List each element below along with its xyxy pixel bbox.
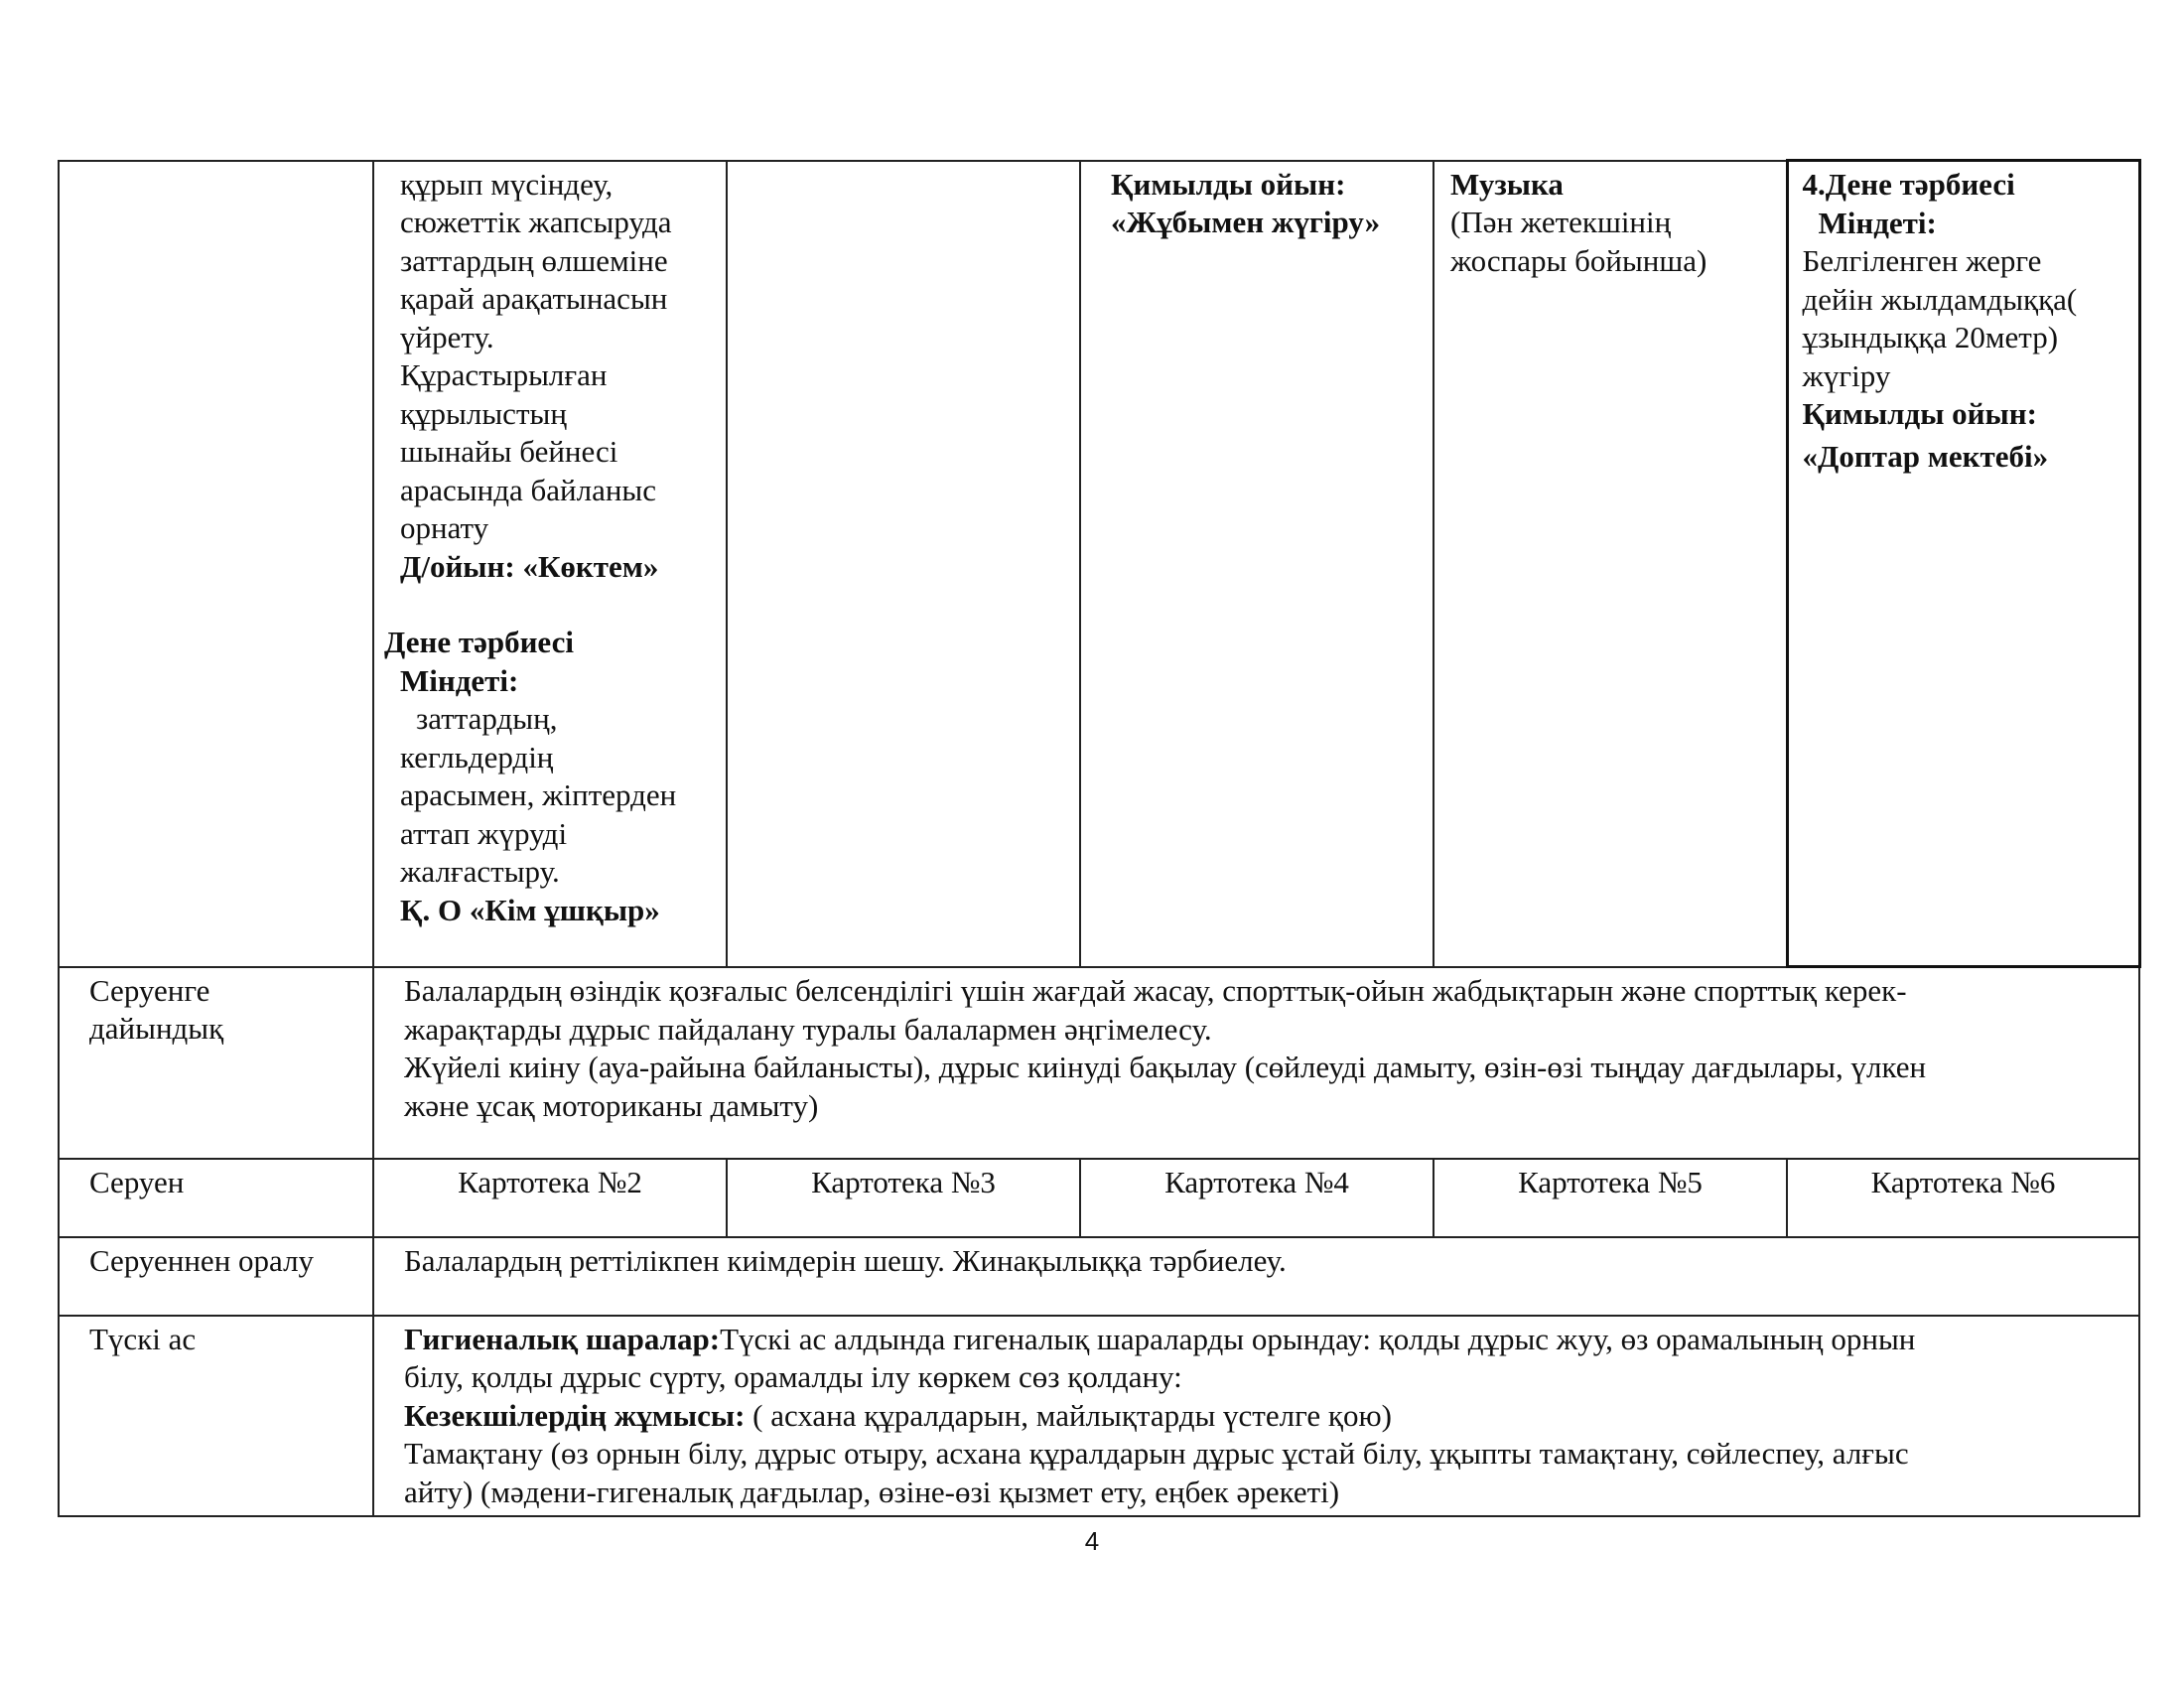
task-label: Міндеті: bbox=[1818, 205, 1937, 240]
activities-col4-cell bbox=[1433, 161, 1787, 967]
card-reference: Картотека №2 bbox=[458, 1164, 642, 1199]
movement-game-label: Қимылды ойын: bbox=[1802, 396, 2037, 431]
walk-card-cell bbox=[727, 1159, 1080, 1237]
walk-card-cell bbox=[373, 1159, 727, 1237]
movement-game-name: «Жұбымен жүгіру» bbox=[1111, 205, 1381, 239]
walk-prep-text-cell bbox=[373, 967, 2139, 1159]
task-line: ұзындыққа 20метр) bbox=[1802, 320, 2059, 354]
music-title: Музыка bbox=[1450, 166, 1564, 202]
meal-line: Тамақтану (өз орнын білу, дұрыс отыру, асхана құралдарын дұрыс ұстай білу, ұқыпты тамақтану, сөйлеспеу, алғыс bbox=[404, 1436, 1909, 1471]
task-line: кегльдердің bbox=[400, 739, 554, 774]
task-label: Міндеті: bbox=[400, 662, 519, 698]
return-row bbox=[59, 1237, 2139, 1316]
movement-game-label: Қимылды ойын: bbox=[1111, 166, 1346, 202]
row-label: дайындық bbox=[89, 1011, 224, 1046]
activity-line: қарай арақатынасын bbox=[400, 281, 668, 316]
hygiene-text: білу, қолды дұрыс сүрту, орамалды ілу көркем сөз қолдану: bbox=[404, 1359, 1182, 1394]
activities-col3-cell bbox=[1080, 161, 1433, 967]
lunch-label-cell bbox=[59, 1316, 373, 1517]
walk-row bbox=[59, 1159, 2139, 1237]
activity-line: заттардың өлшеміне bbox=[400, 242, 668, 278]
pe-title: Дене тәрбиесі bbox=[384, 625, 574, 659]
walk-label-cell bbox=[59, 1159, 373, 1237]
outdoor-game-title: Қ. О «Кім ұшқыр» bbox=[400, 892, 660, 927]
row-label: Серуен bbox=[89, 1164, 185, 1199]
activities-label-cell bbox=[59, 161, 373, 967]
activities-col1-cell bbox=[373, 161, 727, 967]
activity-line: Құрастырылған bbox=[400, 357, 608, 392]
task-line: жалғастыру. bbox=[400, 854, 560, 889]
walk-card-cell bbox=[1080, 1159, 1433, 1237]
walk-prep-line: Жүйелі киіну (ауа-райына байланысты), дұрыс киінуді бақылау (сөйлеуді дамыту, өзін-өзі тыңдау дағдылары, үлкен bbox=[404, 1050, 1927, 1084]
activity-line: орнату bbox=[400, 510, 489, 545]
return-label-cell bbox=[59, 1237, 373, 1316]
activities-col5-cell bbox=[1787, 161, 2139, 967]
walk-prep-line: Балалардың өзіндік қозғалыс белсенділігі үшін жағдай жасау, спорттық-ойын жабдықтарын және спорттық керек- bbox=[404, 973, 1907, 1008]
hygiene-line bbox=[404, 1321, 2130, 1359]
row-label: Серуеннен оралу bbox=[89, 1242, 315, 1278]
duty-text: ( асхана құралдарын, майлықтарды үстелге қою) bbox=[745, 1397, 1392, 1433]
music-line: жоспары бойынша) bbox=[1450, 242, 1707, 278]
walk-prep-row bbox=[59, 967, 2139, 1159]
activity-line: құрып мүсіндеу, bbox=[400, 166, 614, 202]
task-line: Белгіленген жерге bbox=[1802, 243, 2042, 278]
card-reference: Картотека №6 bbox=[1870, 1164, 2056, 1199]
duty-label: Кезекшілердің жұмысы: bbox=[404, 1397, 746, 1433]
lunch-row bbox=[59, 1316, 2139, 1517]
return-text-cell bbox=[373, 1237, 2139, 1316]
row-label: Серуенге bbox=[89, 972, 210, 1008]
hygiene-text: Түскі ас алдында гигеналық шараларды орындау: қолды дұрыс жуу, өз орамалының орнын bbox=[720, 1321, 1916, 1356]
hygiene-label: Гигиеналық шаралар: bbox=[404, 1321, 721, 1356]
task-line: арасымен, жіптерден bbox=[400, 777, 677, 812]
meal-line: айту) (мәдени-гигеналық дағдылар, өзіне-өзі қызмет ету, еңбек әрекеті) bbox=[404, 1474, 1340, 1509]
page-number: 4 bbox=[1084, 1526, 1100, 1556]
return-text: Балалардың реттілікпен киімдерін шешу. Жинақылыққа тәрбиелеу. bbox=[404, 1242, 1287, 1278]
task-line: заттардың, bbox=[416, 701, 558, 736]
lunch-text-cell bbox=[373, 1316, 2139, 1517]
music-line: (Пән жетекшінің bbox=[1450, 205, 1672, 239]
card-reference: Картотека №3 bbox=[811, 1164, 996, 1199]
task-line: жүгіру bbox=[1802, 357, 1891, 393]
walk-card-cell bbox=[1787, 1159, 2139, 1237]
task-line: аттап жүруді bbox=[400, 815, 568, 851]
card-reference: Картотека №5 bbox=[1518, 1164, 1703, 1199]
didactic-game-title: Д/ойын: «Көктем» bbox=[400, 548, 659, 584]
activity-line: үйрету. bbox=[400, 319, 494, 354]
activities-row bbox=[59, 161, 2139, 967]
pe-title: 4.Дене тәрбиесі bbox=[1802, 167, 2015, 202]
walk-card-cell bbox=[1433, 1159, 1787, 1237]
daily-plan-table bbox=[58, 159, 2141, 1517]
activity-line: шынайы бейнесі bbox=[400, 434, 618, 469]
walk-prep-line: және ұсақ моториканы дамыту) bbox=[404, 1087, 819, 1123]
activity-line: сюжеттік жапсыруда bbox=[400, 205, 672, 239]
task-line: дейін жылдамдыққа( bbox=[1802, 281, 2078, 317]
duty-line bbox=[404, 1397, 2130, 1436]
movement-game-name: «Доптар мектебі» bbox=[1802, 438, 2049, 474]
walk-prep-line: жарақтарды дұрыс пайдалану туралы балалармен әңгімелесу. bbox=[404, 1011, 1212, 1047]
activity-line: арасында байланыс bbox=[400, 472, 657, 507]
card-reference: Картотека №4 bbox=[1164, 1164, 1349, 1199]
activity-line: құрылыстың bbox=[400, 395, 567, 431]
activities-col2-cell bbox=[727, 161, 1080, 967]
row-label: Түскі ас bbox=[89, 1321, 197, 1356]
walk-prep-label-cell bbox=[59, 967, 373, 1159]
